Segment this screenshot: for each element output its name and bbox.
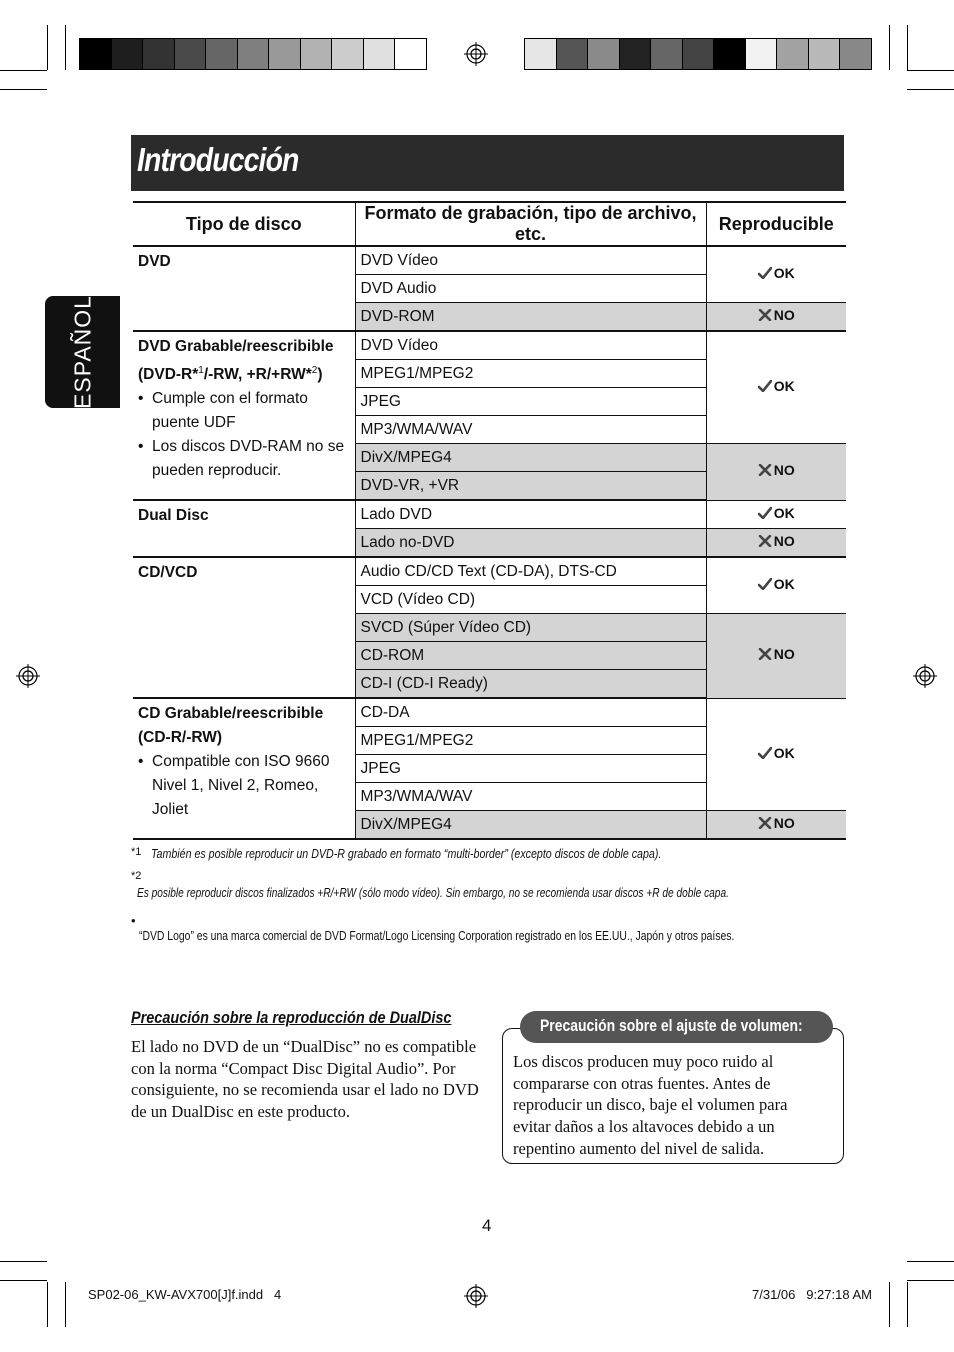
trademark-note: • “DVD Logo” es una marca comercial de DVD Format/Logo Licensing Corporation registrado en los EE.UU., Japón y otros países. [131, 913, 735, 943]
format-cell: JPEG [355, 388, 706, 416]
crop-mark [65, 25, 66, 70]
format-cell: SVCD (Súper Vídeo CD) [355, 614, 706, 642]
color-swatch [205, 38, 238, 70]
disc-type-cell [133, 500, 355, 557]
playable-cell [706, 557, 846, 614]
check-icon [758, 578, 772, 590]
disc-type-title: DVD Grabable/reescribible [138, 338, 334, 355]
format-cell: Audio CD/CD Text (CD-DA), DTS-CD [355, 557, 706, 586]
color-swatch [619, 38, 652, 70]
cross-icon [758, 309, 772, 321]
disc-compatibility-table [133, 201, 846, 840]
format-cell: DVD-VR, +VR [355, 472, 706, 501]
format-cell: MPEG1/MPEG2 [355, 360, 706, 388]
footnote-2: $^{*2}$ Es posible reproducir discos finalizados +R/+RW (sólo modo vídeo). Sin embargo, no se recomienda usar discos +R de doble capa. [131, 870, 729, 900]
playable-cell [706, 698, 846, 811]
column-header-playable: Reproducible [706, 202, 846, 246]
format-cell: CD-ROM [355, 642, 706, 670]
column-header-format: Formato de grabación, tipo de archivo, etc. [355, 202, 706, 246]
disc-type-title: CD/VCD [138, 564, 198, 581]
crop-mark [907, 25, 908, 70]
title-bar [131, 135, 844, 191]
table-row [133, 331, 846, 360]
registration-mark-icon [16, 664, 40, 688]
check-icon [758, 747, 772, 759]
playable-cell [706, 614, 846, 699]
playable-value: OK [773, 576, 795, 592]
format-cell: DivX/MPEG4 [355, 811, 706, 840]
language-tab-label: ESPAÑOL [69, 295, 96, 409]
playable-value: OK [773, 504, 795, 521]
footnote-1: $^{*1}$ También es posible reproducir un DVD-R grabado en formato “multi-border” (excepto discos de doble capa). [131, 846, 662, 861]
check-icon [758, 267, 772, 279]
playable-cell [706, 500, 846, 529]
footer-file: SP02-06_KW-AVX700[J]f.indd 4 [88, 1287, 282, 1302]
crop-mark [0, 1280, 47, 1281]
format-cell: Lado no-DVD [355, 529, 706, 558]
playable-value: OK [773, 378, 795, 394]
color-swatch [839, 38, 872, 70]
disc-type-notes [138, 387, 350, 483]
table-row [133, 698, 846, 727]
playable-cell [706, 246, 846, 303]
color-swatch [300, 38, 333, 70]
volume-caution-heading: Precaución sobre el ajuste de volumen: [540, 1016, 803, 1035]
color-swatch [142, 38, 175, 70]
table-row [133, 557, 846, 586]
color-swatch [776, 38, 809, 70]
format-cell: DivX/MPEG4 [355, 444, 706, 472]
dualdisc-heading: Precaución sobre la reproducción de DualDisc [131, 1008, 452, 1027]
playable-cell [706, 303, 846, 332]
dualdisc-body: El lado no DVD de un “DualDisc” no es compatible con la norma “Compact Disc Digital Audio”. Por consiguiente, no se recomienda usar el lado no DVD de un DualDisc en este producto. [131, 1037, 479, 1122]
crop-mark [65, 1282, 66, 1327]
playable-cell [706, 331, 846, 444]
cross-icon [758, 535, 772, 547]
format-cell: Lado DVD [355, 500, 706, 529]
crop-mark [907, 1261, 954, 1262]
crop-mark [889, 1282, 890, 1327]
color-swatch [174, 38, 207, 70]
format-cell: DVD-ROM [355, 303, 706, 332]
format-cell: CD-DA [355, 698, 706, 727]
format-cell: DVD Vídeo [355, 331, 706, 360]
disc-type-cell [133, 557, 355, 698]
crop-mark [47, 25, 48, 70]
crop-mark [0, 1261, 47, 1262]
volume-caution-box [502, 1028, 844, 1164]
color-swatch [111, 38, 144, 70]
format-cell: MP3/WMA/WAV [355, 416, 706, 444]
volume-caution-body: Los discos producen muy poco ruido al compararse con otras fuentes. Antes de reproducir un disco, baje el volumen para evitar daños a los altavoces debido a un repentino aumento del nivel de salida. [513, 1052, 788, 1158]
format-cell: JPEG [355, 755, 706, 783]
playable-value: NO [773, 646, 795, 663]
volume-caution-heading-pill [520, 1011, 833, 1043]
table-row [133, 500, 846, 529]
registration-mark-icon [464, 42, 488, 66]
page-title: Introducción [137, 141, 299, 178]
playable-value: NO [773, 815, 795, 831]
check-icon [758, 380, 772, 392]
table-row [133, 246, 846, 275]
crop-mark [907, 1282, 908, 1327]
playable-value: NO [773, 462, 795, 479]
disc-type-notes [138, 750, 350, 822]
color-swatch [237, 38, 270, 70]
color-swatch [808, 38, 841, 70]
crop-mark [907, 1280, 954, 1281]
footer-date: 7/31/06 9:27:18 AM [752, 1287, 872, 1302]
playable-value: NO [773, 307, 795, 323]
color-swatch [331, 38, 364, 70]
format-cell: CD-I (CD-I Ready) [355, 670, 706, 699]
column-header-type: Tipo de disco [133, 202, 355, 246]
language-tab [45, 296, 120, 408]
playable-value: OK [773, 265, 795, 281]
format-cell: VCD (Vídeo CD) [355, 586, 706, 614]
playable-cell [706, 529, 846, 558]
color-swatch [394, 38, 427, 70]
crop-mark [0, 70, 47, 71]
format-cell: DVD Vídeo [355, 246, 706, 275]
disc-type-cell [133, 246, 355, 331]
color-swatch [524, 38, 557, 70]
color-swatch [587, 38, 620, 70]
list-item: • Los discos DVD-RAM no se pueden reproducir. [152, 435, 350, 483]
crop-mark [907, 70, 954, 71]
format-cell: MPEG1/MPEG2 [355, 727, 706, 755]
cross-icon [758, 648, 772, 660]
color-swatch [363, 38, 396, 70]
disc-type-title: Dual Disc [138, 507, 209, 524]
color-swatch [79, 38, 112, 70]
disc-type-title: CD Grabable/reescribible [138, 705, 324, 722]
disc-type-subtitle: (CD-R/-RW) [138, 729, 223, 746]
color-swatch [268, 38, 301, 70]
playable-value: OK [773, 744, 795, 761]
format-cell: DVD Audio [355, 275, 706, 303]
playable-cell [706, 811, 846, 840]
page-number: 4 [482, 1216, 492, 1235]
crop-mark [907, 89, 954, 90]
cross-icon [758, 464, 772, 476]
playable-cell [706, 444, 846, 501]
color-swatch [682, 38, 715, 70]
disc-type-subtitle: (DVD-R*$^1$/-RW, +R/+RW*$^2$) [138, 365, 323, 384]
list-item: • Cumple con el formato puente UDF [152, 387, 350, 435]
cross-icon [758, 817, 772, 829]
disc-type-cell [133, 698, 355, 839]
registration-mark-icon [464, 1284, 488, 1308]
crop-mark [0, 89, 47, 90]
list-item: • Compatible con ISO 9660 Nivel 1, Nivel 2, Romeo, Joliet [152, 750, 350, 822]
crop-mark [889, 25, 890, 70]
crop-mark [47, 1282, 48, 1327]
check-icon [758, 507, 772, 519]
playable-value: NO [773, 533, 795, 549]
color-swatch [556, 38, 589, 70]
color-swatch [650, 38, 683, 70]
disc-type-cell [133, 331, 355, 500]
disc-type-title: DVD [138, 253, 171, 270]
color-swatch [713, 38, 746, 70]
color-swatch [745, 38, 778, 70]
format-cell: MP3/WMA/WAV [355, 783, 706, 811]
registration-mark-icon [913, 664, 937, 688]
